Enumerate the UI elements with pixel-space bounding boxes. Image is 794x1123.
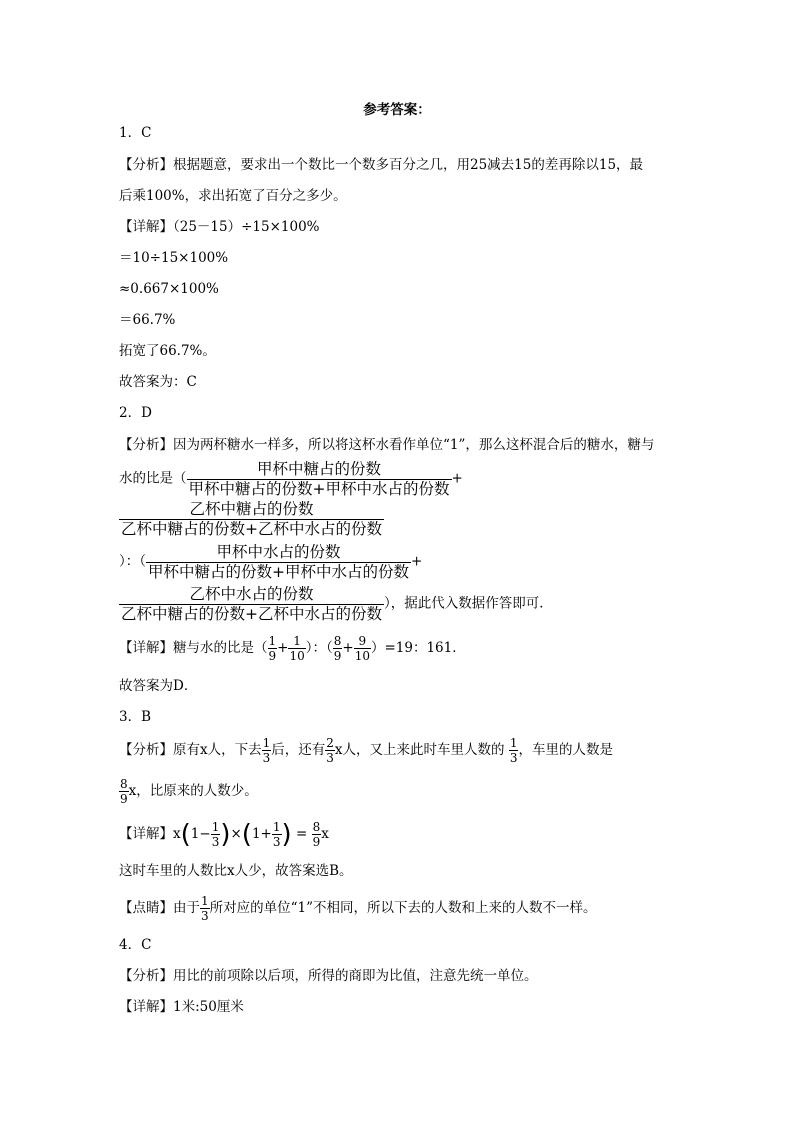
q2-fraction-3-denominator: 甲杯中糖占的份数+甲杯中水占的份数: [148, 562, 409, 581]
q2-ratio-prefix: 水的比是（: [119, 470, 187, 487]
q2-ratio-row-1: [119, 460, 463, 498]
q3-note: [119, 893, 597, 923]
q3-fraction-eight-ninths: [119, 778, 129, 805]
q2-detail-fraction-c: [333, 635, 343, 662]
page-title: 参考答案：: [363, 102, 431, 118]
q2-ratio-row-4: [119, 585, 553, 623]
numerator: 8: [312, 820, 321, 834]
numerator: 9: [354, 635, 371, 649]
numerator: 2: [326, 736, 334, 750]
q4-detail: 【详解】1米:50厘米: [119, 999, 244, 1015]
q2-fraction-1: [187, 460, 452, 498]
q2-detail-fraction-d: [354, 635, 371, 662]
denominator: 3: [201, 909, 209, 923]
q3-note-fraction: [200, 895, 210, 922]
q3-detail-result-fraction: [312, 821, 322, 848]
minus-sign: −: [199, 826, 211, 842]
denominator: 3: [211, 835, 220, 849]
numerator: 1: [201, 894, 209, 908]
denominator: 3: [326, 751, 334, 765]
right-paren: ): [220, 819, 231, 850]
q2-fraction-4-denominator: 乙杯中糖占的份数+乙杯中水占的份数: [121, 604, 382, 623]
numerator: 1: [272, 820, 281, 834]
q1-step-1: ＝10÷15×100%: [119, 250, 229, 266]
plus-sign: +: [260, 826, 272, 842]
q2-fraction-3-numerator: 甲杯中水占的份数: [146, 543, 411, 563]
q2-answer: 故答案为D．: [119, 678, 198, 694]
q1-answer: 故答案为：C: [119, 374, 197, 390]
q2-detail: [119, 635, 466, 662]
q2-fraction-2-denominator: 乙杯中糖占的份数+乙杯中水占的份数: [121, 519, 382, 538]
q3-analysis-text-4: ，车里的人数是: [518, 742, 613, 758]
q2-detail-fraction-b: [288, 635, 305, 662]
variable-x: x: [321, 826, 329, 842]
q3-detail-fraction-1: [211, 821, 221, 848]
numerator: 8: [120, 777, 128, 791]
q3-fraction-one-third: [262, 737, 272, 764]
q3-analysis-text-2: 后，还有: [271, 742, 326, 758]
q3-fraction-two-thirds: [325, 737, 335, 764]
q1-analysis-line-2: 后乘100%，求出拓宽了百分之多少。: [119, 188, 347, 204]
q1-conclusion: 拓宽了66.7%。: [119, 343, 216, 359]
q3-detail-formula: [119, 817, 329, 851]
q2-ratio-row-2: [119, 500, 384, 538]
left-paren: (: [180, 819, 191, 850]
q3-note-text-1: 【点睛】由于: [119, 900, 200, 916]
q2-detail-end: ）=19：161．: [370, 640, 466, 656]
q3-analysis-text-5: x，比原来的人数少。: [128, 783, 258, 799]
q2-fraction-4-numerator: 乙杯中水占的份数: [119, 585, 384, 605]
numerator: 1: [288, 635, 305, 649]
q2-fraction-2-numerator: 乙杯中糖占的份数: [119, 500, 384, 520]
q3-note-text-2: 所对应的单位“1”不相同，所以下去的人数和上来的人数不一样。: [209, 900, 597, 916]
q3-analysis-text-1: 【分析】原有x人，下去: [119, 742, 262, 758]
q4-number: 4．C: [119, 937, 152, 953]
q2-ratio-row-3: [119, 543, 422, 581]
numerator: 1: [211, 820, 220, 834]
q2-ratio-middle: ）：（: [119, 553, 146, 570]
right-paren: ): [281, 819, 292, 850]
variable-x: x: [173, 826, 181, 842]
left-paren: (: [241, 819, 252, 850]
denominator: 3: [272, 835, 281, 849]
q3-analysis-line-1: [119, 735, 613, 765]
q2-plus-2: +: [411, 553, 423, 570]
q2-analysis-line-1: 【分析】因为两杯糖水一样多，所以将这杯水看作单位“1”，那么这杯混合后的糖水，糖与: [119, 437, 655, 453]
denominator: 9: [312, 835, 321, 849]
numerator: 1: [268, 634, 277, 648]
denominator: 9: [268, 649, 277, 663]
q1-step-3: ＝66.7%: [119, 312, 176, 328]
denominator: 9: [120, 792, 128, 806]
plus-sign: +: [277, 640, 289, 656]
q2-number: 2．D: [119, 405, 152, 421]
denominator: 9: [333, 649, 342, 663]
q3-detail-prefix: 【详解】: [119, 826, 173, 842]
q2-fraction-2: [119, 500, 384, 538]
ratio-separator: ）：（: [305, 640, 333, 656]
q3-analysis-line-2: [119, 776, 258, 806]
numerator: 1: [509, 736, 518, 750]
times-sign: ×: [230, 826, 242, 842]
q1-step-2: ≈0.667×100%: [119, 281, 219, 297]
q1-detail: 【详解】（25－15）÷15×100%: [119, 219, 320, 235]
plus-sign: +: [342, 640, 354, 656]
q1-number: 1．C: [119, 125, 152, 141]
q2-detail-fraction-a: [268, 635, 278, 662]
equals-sign: =: [295, 826, 308, 842]
numerator: 1: [262, 736, 271, 750]
q2-fraction-1-numerator: 甲杯中糖占的份数: [187, 460, 452, 480]
denominator: 10: [289, 649, 305, 663]
q4-analysis: 【分析】用比的前项除以后项，所得的商即为比值，注意先统一单位。: [119, 968, 538, 984]
denominator: 3: [509, 751, 518, 765]
one: 1: [190, 826, 200, 842]
q1-analysis-line-1: 【分析】根据题意，要求出一个数比一个数多百分之几，用25减去15的差再除以15，最: [119, 157, 644, 173]
q2-fraction-1-denominator: 甲杯中糖占的份数+甲杯中水占的份数: [188, 479, 450, 498]
q3-detail-after: 这时车里的人数比x人少，故答案选B。: [119, 863, 353, 879]
denominator: 10: [354, 649, 370, 663]
q3-detail-fraction-2: [272, 821, 282, 848]
q2-plus-1: +: [451, 470, 463, 487]
q3-analysis-text-3: x人，又上来此时车里人数的: [334, 742, 505, 758]
q2-fraction-3: [146, 543, 411, 581]
q2-detail-prefix: 【详解】糖与水的比是（: [119, 640, 268, 656]
q2-ratio-tail: ），据此代入数据作答即可．: [384, 595, 553, 612]
denominator: 3: [262, 751, 271, 765]
q3-number: 3．B: [119, 709, 152, 725]
q2-fraction-4: [119, 585, 384, 623]
one: 1: [251, 826, 261, 842]
numerator: 8: [333, 634, 342, 648]
